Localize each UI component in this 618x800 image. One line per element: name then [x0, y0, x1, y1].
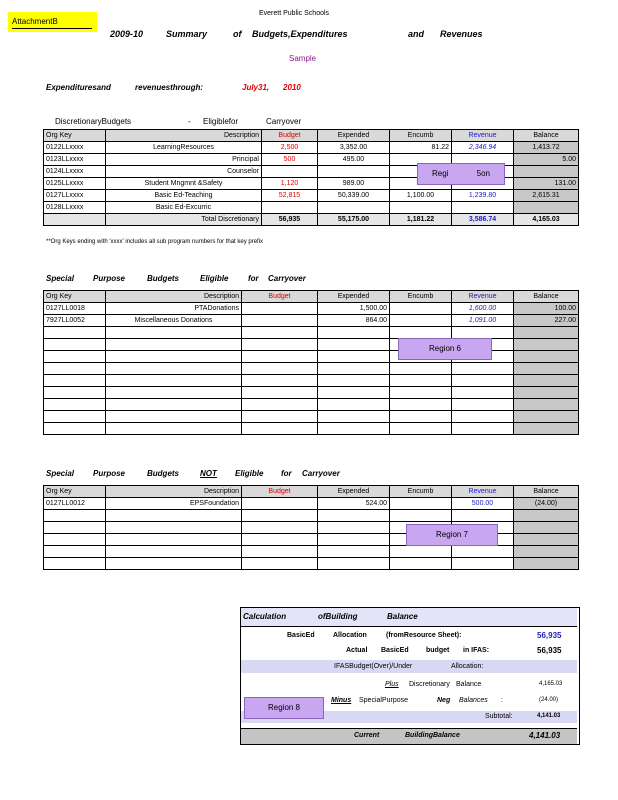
title-budgets: Budgets,Expenditures [252, 29, 348, 39]
notelig-title-w2: Purpose [93, 469, 126, 478]
special-title-w3: Budgets [147, 274, 179, 283]
title-summary: Summary [166, 29, 208, 39]
col-encumb: Encumb [390, 130, 452, 142]
calc-title-1: Calculation [243, 612, 287, 621]
notelig-title-w6: for [281, 469, 292, 478]
org-key: 0122LLxxxx [44, 142, 106, 154]
total-budget: 56,935 [262, 214, 318, 226]
balance: 100.00 [514, 303, 579, 315]
expended: 524.00 [318, 498, 390, 510]
table-row [44, 190, 579, 202]
balance: 131.00 [514, 178, 579, 190]
disc-eligible: Eligiblefor [203, 117, 239, 126]
minus-balances: Balances [459, 697, 488, 704]
col-orgkey: Org Key [44, 130, 106, 142]
expended: 495.00 [318, 154, 390, 166]
ifas-allocation-label: Allocation: [451, 663, 484, 670]
attachment-underline [12, 28, 92, 29]
minus-neg: Neg [437, 697, 451, 704]
org-key: 0125LLxxxx [44, 178, 106, 190]
actual-d: in IFAS: [463, 647, 490, 654]
col-balance: Balance [514, 486, 579, 498]
col-expended: Expended [318, 291, 390, 303]
empty-row [44, 339, 579, 351]
expended: 50,339.00 [318, 190, 390, 202]
balance: (24.00) [514, 498, 579, 510]
description: Counselor [106, 166, 262, 178]
revenue: 1,091.00 [452, 315, 514, 327]
total-spacer [44, 214, 106, 226]
empty-row [44, 363, 579, 375]
special-eligible-table [43, 290, 579, 435]
notelig-title-w7: Carryover [302, 469, 340, 478]
budget: 52,815 [262, 190, 318, 202]
col-revenue: Revenue [452, 486, 514, 498]
expended [318, 166, 390, 178]
col-orgkey: Org Key [44, 486, 106, 498]
org-key: 7927LL0052 [44, 315, 106, 327]
empty-row [44, 411, 579, 423]
balance [514, 202, 579, 214]
special-not-eligible-table [43, 485, 579, 570]
actual-b: BasicEd [381, 647, 409, 654]
empty-row [44, 375, 579, 387]
total-balance: 4,165.03 [514, 214, 579, 226]
through-year: 2010 [283, 83, 301, 92]
alloc-a: BasicEd [287, 632, 315, 639]
description: EPSFoundation [106, 498, 242, 510]
org-key-note: **Org Keys ending with 'xxxx' includes all sub program numbers for that key prefix [46, 239, 264, 245]
title-and: and [408, 29, 425, 39]
notelig-title-not: NOT [200, 469, 217, 478]
table-row [44, 303, 579, 315]
col-encumb: Encumb [390, 486, 452, 498]
revenue: 1,600.00 [452, 303, 514, 315]
budget [242, 498, 318, 510]
budget: 2,500 [262, 142, 318, 154]
col-orgkey: Org Key [44, 291, 106, 303]
empty-row [44, 534, 579, 546]
org-key: 0127LLxxxx [44, 190, 106, 202]
description: Principal [106, 154, 262, 166]
col-balance: Balance [514, 130, 579, 142]
col-expended: Expended [318, 486, 390, 498]
revenue [452, 202, 514, 214]
budget: 500 [262, 154, 318, 166]
table-row [44, 202, 579, 214]
through-date: July31, [242, 83, 270, 92]
balance: 5.00 [514, 154, 579, 166]
region-5-marker [417, 163, 505, 185]
col-budget: Budget [242, 291, 318, 303]
current-label: Current [354, 732, 380, 739]
empty-row [44, 387, 579, 399]
col-description: Description [106, 291, 242, 303]
revenue: 2,346.94 [452, 142, 514, 154]
total-encumb: 1,181.22 [390, 214, 452, 226]
special-title-w5: for [248, 274, 259, 283]
empty-row [44, 423, 579, 435]
district-name: Everett Public Schools [259, 10, 330, 17]
empty-row [44, 399, 579, 411]
title-revenues: Revenues [440, 29, 483, 39]
building-balance-label: BuildingBalance [405, 732, 460, 739]
budget [242, 315, 318, 327]
description: Basic Ed-Excurric [106, 202, 262, 214]
encumb [390, 498, 452, 510]
special-title-w4: Eligible [200, 274, 229, 283]
notelig-title-w5: Eligible [235, 469, 264, 478]
special-title-w2: Purpose [93, 274, 126, 283]
col-budget: Budget [262, 130, 318, 142]
col-revenue: Revenue [452, 130, 514, 142]
actual-a: Actual [346, 647, 368, 654]
expended [318, 202, 390, 214]
plus-discretionary: Discretionary [409, 681, 450, 688]
org-key: 0124LLxxxx [44, 166, 106, 178]
special-title-w1: Special [46, 274, 75, 283]
col-balance: Balance [514, 291, 579, 303]
building-balance-box [240, 607, 580, 745]
total-row [44, 214, 579, 226]
through-label: Expendituresand [46, 83, 111, 92]
sample-label: Sample [289, 54, 317, 63]
disc-carryover: Carryover [266, 117, 302, 126]
disc-title: DiscretionaryBudgets [55, 117, 132, 126]
col-description: Description [106, 130, 262, 142]
description: Student Mngmnt &Safety [106, 178, 262, 190]
title-of: of [233, 29, 242, 39]
notelig-title-w3: Budgets [147, 469, 179, 478]
description: Basic Ed-Teaching [106, 190, 262, 202]
empty-row [44, 510, 579, 522]
table-row [44, 498, 579, 510]
table-row [44, 142, 579, 154]
region-6-marker: Region 6 [398, 338, 492, 360]
ifas-label: IFASBudget(Over)/Under [334, 663, 413, 670]
description: LearningResources [106, 142, 262, 154]
encumb [390, 315, 452, 327]
fiscal-year: 2009-10 [110, 29, 144, 39]
minus-label: Minus [331, 697, 352, 704]
budget [262, 202, 318, 214]
org-key: 0123LLxxxx [44, 154, 106, 166]
col-description: Description [106, 486, 242, 498]
minus-value: (24.00) [539, 697, 559, 703]
calc-title-2: ofBuilding [318, 612, 358, 621]
revenue: 1,239.80 [452, 190, 514, 202]
empty-row [44, 351, 579, 363]
budget [262, 166, 318, 178]
budget: 1,120 [262, 178, 318, 190]
through-label-2: revenuesthrough: [135, 83, 204, 92]
col-expended: Expended [318, 130, 390, 142]
disc-dash: - [188, 117, 191, 126]
budget [242, 303, 318, 315]
balance: 1,413.72 [514, 142, 579, 154]
subtotal-label: Subtotal: [485, 713, 513, 720]
alloc-c: (fromResource Sheet): [386, 632, 462, 639]
total-revenue: 3,586.74 [452, 214, 514, 226]
special-title-w6: Carryover [268, 274, 306, 283]
col-revenue: Revenue [452, 291, 514, 303]
notelig-title-w1: Special [46, 469, 75, 478]
encumb [390, 303, 452, 315]
balance: 2,615.31 [514, 190, 579, 202]
empty-row [44, 546, 579, 558]
encumb: 1,100.00 [390, 190, 452, 202]
expended: 864.00 [318, 315, 390, 327]
minus-colon: : [501, 697, 503, 704]
region-7-marker: Region 7 [406, 524, 498, 546]
encumb [390, 202, 452, 214]
description: Miscellaneous Donations [106, 315, 242, 327]
table-row [44, 315, 579, 327]
total-label: Total Discretionary [106, 214, 262, 226]
subtotal-value: 4,141.03 [537, 713, 561, 719]
org-key: 0127LL0018 [44, 303, 106, 315]
current-value: 4,141.03 [529, 731, 561, 740]
plus-balance: Balance [456, 681, 482, 688]
plus-value: 4,165.03 [539, 681, 563, 687]
total-expended: 55,175.00 [318, 214, 390, 226]
expended: 1,500.00 [318, 303, 390, 315]
expended: 3,352.00 [318, 142, 390, 154]
actual-c: budget [426, 647, 450, 654]
org-key: 0128LLxxxx [44, 202, 106, 214]
region-8-marker: Region 8 [244, 697, 324, 719]
balance: 227.00 [514, 315, 579, 327]
col-encumb: Encumb [390, 291, 452, 303]
plus-label: Plus [385, 681, 399, 688]
empty-row [44, 558, 579, 570]
description: PTADonations [106, 303, 242, 315]
balance [514, 166, 579, 178]
region-5-part2: 5on [476, 169, 491, 178]
attachment-label: AttachmentB [8, 12, 97, 32]
alloc-value: 56,935 [537, 631, 562, 640]
actual-value: 56,935 [537, 646, 562, 655]
expended: 989.00 [318, 178, 390, 190]
encumb: 81.22 [390, 142, 452, 154]
minus-special: SpecialPurpose [359, 697, 409, 704]
empty-row [44, 522, 579, 534]
region-5-part1: Regi [431, 169, 449, 178]
alloc-b: Allocation [333, 632, 367, 639]
calc-title-3: Balance [387, 612, 418, 621]
col-budget: Budget [242, 486, 318, 498]
revenue: 500.00 [452, 498, 514, 510]
empty-row [44, 327, 579, 339]
org-key: 0127LL0012 [44, 498, 106, 510]
